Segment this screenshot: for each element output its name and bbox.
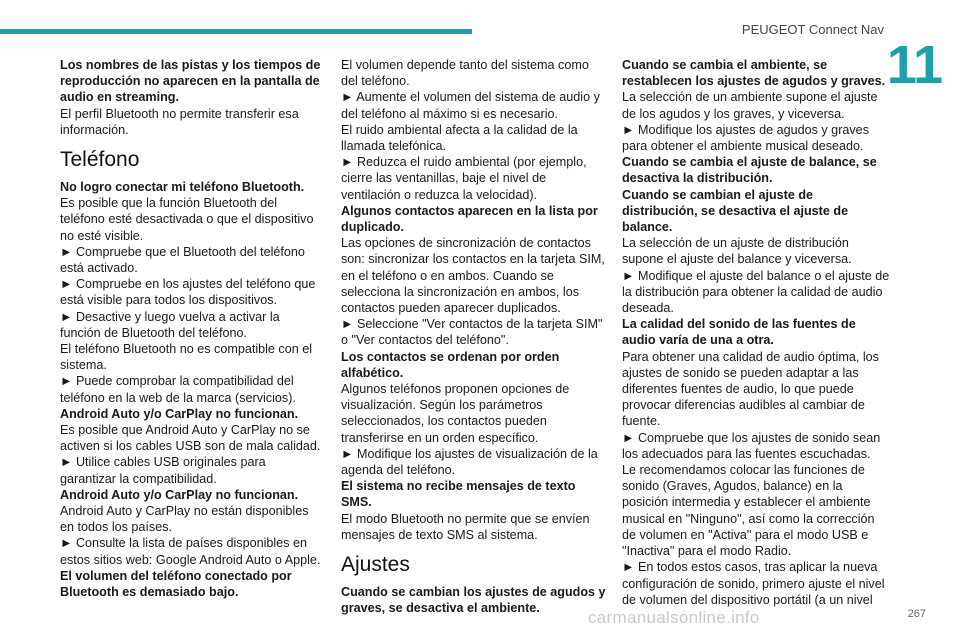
paragraph: El perfil Bluetooth no permite transferir esa información. — [60, 106, 299, 137]
problem-statement: Algunos contactos aparecen en la lista por duplicado. — [341, 203, 598, 235]
paragraph: ► Reduzca el ruido ambiental (por ejemplo, cierre las ventanillas, baje el nivel de ventilación o reduzca la velocidad). — [341, 155, 587, 202]
paragraph: ► Compruebe en los ajustes del teléfono que está visible para todos los dispositivos. — [60, 277, 316, 308]
paragraph: La selección de un ajuste de distribución supone el ajuste del balance y viceversa. — [622, 236, 852, 267]
paragraph: ► Consulte la lista de países disponibles en estos sitios web: Google Android Auto o Apple. — [60, 536, 321, 567]
paragraph: ► En todos estos casos, tras aplicar la nueva configuración de sonido, primero ajuste el nivel de volumen del dispositivo portátil (a un nivel — [622, 560, 885, 607]
paragraph: Le recomendamos colocar las funciones de sonido (Graves, Agudos, balance) en la posición intermedia y establecer el ambiente musical en "Ninguno", así como la corrección de volumen en "Activa" para el modo USB e "Inactiva" para el modo Radio. — [622, 463, 875, 559]
paragraph: Algunos teléfonos proponen opciones de visualización. Según los parámetros seleccionados, los contactos pueden transferirse en un orden específico. — [341, 382, 570, 445]
chapter-number: 11 — [886, 35, 942, 95]
paragraph: El ruido ambiental afecta a la calidad de la llamada telefónica. — [341, 122, 578, 154]
paragraph: ► Utilice cables USB originales para garantizar la compatibilidad. — [60, 455, 266, 486]
problem-statement: La calidad del sonido de las fuentes de audio varía de una a otra. — [622, 317, 856, 348]
paragraph: Para obtener una calidad de audio óptima, los ajustes de sonido se pueden adaptar a las diferentes fuentes de audio, lo que puede provocar diferencias audibles al cambiar de fuente. — [622, 349, 879, 429]
paragraph: ► Compruebe que los ajustes de sonido sean los adecuados para las fuentes escuchadas. — [622, 430, 881, 461]
paragraph: El volumen depende tanto del sistema como del teléfono. — [341, 58, 589, 89]
problem-statement: Android Auto y/o CarPlay no funcionan. — [60, 487, 299, 502]
paragraph: Android Auto y CarPlay no están disponibles en todos los países. — [60, 504, 309, 535]
section-heading: Teléfono — [60, 148, 140, 172]
paragraph: ► Modifique los ajustes de visualización de la agenda del teléfono. — [341, 446, 598, 478]
paragraph: ► Puede comprobar la compatibilidad del teléfono en la web de la marca (servicios). — [60, 374, 296, 405]
header-rule — [0, 29, 472, 34]
problem-statement: Cuando se cambia el ambiente, se restablecen los ajustes de agudos y graves. — [622, 58, 886, 89]
problem-statement: Android Auto y/o CarPlay no funcionan. — [60, 406, 299, 421]
problem-statement: Cuando se cambian los ajustes de agudos y graves, se desactiva el ambiente. — [341, 585, 606, 616]
problem-statement: El volumen del teléfono conectado por Bluetooth es demasiado bajo. — [60, 568, 292, 600]
problem-statement: Los nombres de las pistas y los tiempos de reproducción no aparecen en la pantalla de audio en streaming. — [60, 58, 321, 105]
header-title: PEUGEOT Connect Nav — [741, 22, 884, 37]
paragraph: La selección de un ambiente supone el ajuste de los agudos y los graves, y viceversa. — [622, 90, 878, 121]
section-heading: Ajustes — [341, 553, 410, 577]
paragraph: Es posible que la función Bluetooth del teléfono esté desactivada o que el dispositivo no esté visible. — [60, 196, 314, 243]
paragraph: ► Modifique los ajustes de agudos y graves para obtener el ambiente musical deseado. — [622, 122, 869, 154]
column-1 — [60, 57, 322, 600]
paragraph: ► Modifique el ajuste del balance o el ajuste de la distribución para obtener la calidad de audio deseada. — [622, 268, 890, 316]
problem-statement: Cuando se cambian el ajuste de distribución, se desactiva el ajuste de balance. — [622, 187, 849, 235]
column-2 — [341, 57, 607, 617]
paragraph: El modo Bluetooth no permite que se envíen mensajes de texto SMS al sistema. — [341, 511, 590, 542]
paragraph: ► Aumente el volumen del sistema de audio y del teléfono al máximo si es necesario. — [341, 90, 600, 121]
column-3 — [622, 57, 890, 608]
watermark: carmanualsonline.info — [588, 608, 760, 627]
problem-statement: Los contactos se ordenan por orden alfabético. — [341, 349, 560, 380]
problem-statement: El sistema no recibe mensajes de texto SMS. — [341, 479, 576, 510]
paragraph: El teléfono Bluetooth no es compatible con el sistema. — [60, 342, 313, 373]
problem-statement: No logro conectar mi teléfono Bluetooth. — [60, 180, 305, 195]
problem-statement: Cuando se cambia el ajuste de balance, se desactiva la distribución. — [622, 155, 877, 186]
paragraph: ► Seleccione "Ver contactos de la tarjeta SIM" o "Ver contactos del teléfono". — [341, 317, 603, 348]
paragraph: Las opciones de sincronización de contactos son: sincronizar los contactos en la tarjeta SIM, en el teléfono o en ambos. Cuando se selecciona la sincronización en ambos, los contactos pueden aparecer duplicados. — [341, 236, 605, 316]
page-number: 267 — [907, 608, 926, 620]
paragraph: ► Desactive y luego vuelva a activar la función de Bluetooth del teléfono. — [60, 309, 280, 340]
paragraph: Es posible que Android Auto y CarPlay no se activen si los cables USB son de mala calidad. — [60, 423, 321, 454]
paragraph: ► Compruebe que el Bluetooth del teléfono está activado. — [60, 244, 305, 276]
